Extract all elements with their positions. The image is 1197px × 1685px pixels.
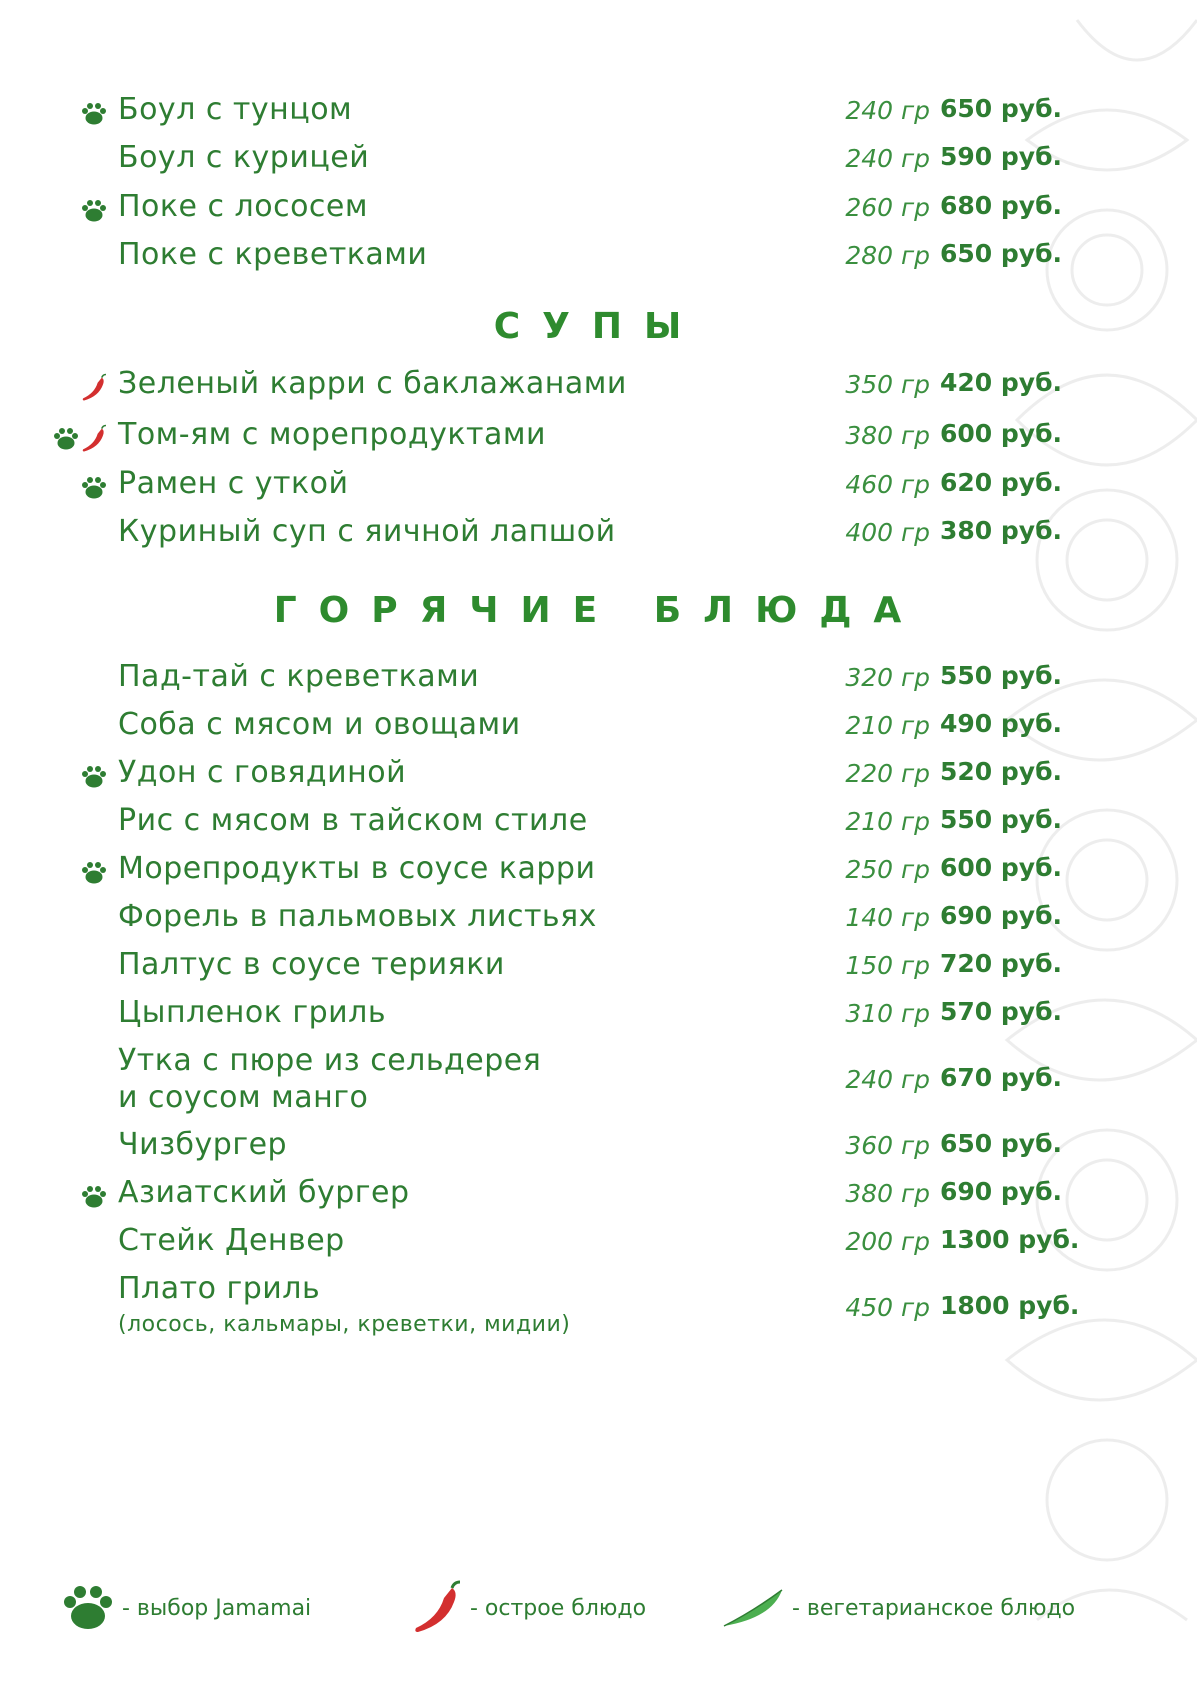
item-price: 590 руб. (940, 142, 1063, 171)
menu-item (0, 237, 1197, 289)
item-weight: 240 гр (845, 144, 930, 173)
paw-icon (53, 427, 79, 455)
paw-icon (62, 1584, 114, 1632)
item-weight: 210 гр (845, 807, 930, 836)
menu-item (0, 995, 1197, 1047)
item-name-text: Плато гриль (118, 1271, 321, 1306)
item-weight: 220 гр (845, 759, 930, 788)
item-name (118, 1127, 287, 1162)
item-price: 620 руб. (940, 468, 1063, 497)
item-name-text: Куриный суп с яичной лапшой (118, 514, 616, 549)
menu-item (0, 851, 1197, 903)
item-name (118, 851, 595, 886)
menu-item (0, 947, 1197, 999)
item-price: 490 руб. (940, 709, 1063, 738)
item-weight: 400 гр (845, 518, 930, 547)
item-price: 520 руб. (940, 757, 1063, 786)
legend-label: - вегетарианское блюдо (792, 1595, 1076, 1621)
item-name-text: Боул с курицей (118, 140, 370, 175)
item-name (118, 237, 427, 272)
menu-item (0, 92, 1197, 144)
item-name-text: Палтус в соусе терияки (118, 947, 505, 982)
item-name-text: Поке с креветками (118, 237, 428, 272)
item-weight: 140 гр (845, 903, 930, 932)
item-weight: 280 гр (845, 241, 930, 270)
item-weight: 250 гр (845, 855, 930, 884)
menu-item (0, 466, 1197, 518)
item-icons (81, 759, 107, 799)
section-heading: СУПЫ (493, 306, 704, 347)
item-price: 550 руб. (940, 661, 1063, 690)
chili-icon (412, 1580, 462, 1636)
item-weight: 380 гр (845, 1179, 930, 1208)
item-name (118, 366, 627, 401)
paw-icon (81, 765, 107, 793)
menu-item (0, 1175, 1197, 1227)
paw-icon (81, 199, 107, 227)
leaf-icon (722, 1588, 784, 1628)
item-name-text: Рис с мясом в тайском стиле (118, 803, 588, 838)
item-weight: 150 гр (845, 951, 930, 980)
item-weight: 320 гр (845, 663, 930, 692)
item-weight: 360 гр (845, 1131, 930, 1160)
item-price: 600 руб. (940, 853, 1063, 882)
menu-item (0, 1271, 1197, 1337)
item-weight: 350 гр (845, 370, 930, 399)
item-name (118, 803, 588, 838)
item-price: 720 руб. (940, 949, 1063, 978)
item-name (118, 466, 348, 501)
item-name-text: Рамен с уткой (118, 466, 349, 501)
paw-icon (81, 1185, 107, 1213)
item-price: 380 руб. (940, 516, 1063, 545)
item-name-text: Удон с говядиной (118, 755, 407, 790)
item-price: 680 руб. (940, 191, 1063, 220)
item-price: 650 руб. (940, 94, 1063, 123)
item-weight: 260 гр (845, 193, 930, 222)
item-weight: 310 гр (845, 999, 930, 1028)
item-icons (81, 193, 107, 233)
section-heading: ГОРЯЧИЕ БЛЮДА (273, 590, 924, 631)
item-name-text: Стейк Денвер (118, 1223, 345, 1258)
item-icons (53, 421, 107, 461)
item-name-text: Соба с мясом и овощами (118, 707, 521, 742)
item-weight: 210 гр (845, 711, 930, 740)
item-name-continuation: и соусом манго (118, 1080, 369, 1115)
menu-item (0, 366, 1197, 418)
item-price: 650 руб. (940, 239, 1063, 268)
item-name (118, 1223, 345, 1258)
item-name (118, 947, 505, 982)
item-name (118, 899, 597, 934)
item-price: 670 руб. (940, 1063, 1063, 1092)
item-weight: 380 гр (845, 421, 930, 450)
item-note: (лосось, кальмары, креветки, мидии) (118, 1312, 571, 1337)
item-weight: 240 гр (845, 96, 930, 125)
item-price: 1300 руб. (940, 1225, 1080, 1254)
item-name-text: Форель в пальмовых листьях (118, 899, 597, 934)
item-name (118, 755, 406, 790)
item-name (118, 189, 368, 224)
menu-item (0, 1043, 1197, 1115)
item-name-text: Цыпленок гриль (118, 995, 387, 1030)
item-price: 690 руб. (940, 1177, 1063, 1206)
menu-item (0, 755, 1197, 807)
legend-label: - острое блюдо (470, 1595, 647, 1621)
menu-item (0, 707, 1197, 759)
menu-item (0, 803, 1197, 855)
menu-item (0, 189, 1197, 241)
item-name (118, 1043, 541, 1115)
item-name (118, 514, 616, 549)
item-price: 570 руб. (940, 997, 1063, 1026)
item-price: 1800 руб. (940, 1291, 1080, 1320)
item-weight: 200 гр (845, 1227, 930, 1256)
item-name-text: Зеленый карри с баклажанами (118, 366, 627, 401)
item-name (118, 707, 521, 742)
item-name (118, 140, 369, 175)
item-name (118, 92, 352, 127)
item-icons (81, 370, 107, 410)
item-weight: 240 гр (845, 1065, 930, 1094)
menu-item (0, 1127, 1197, 1179)
menu-item (0, 659, 1197, 711)
item-price: 420 руб. (940, 368, 1063, 397)
item-name-text: Пад-тай с креветками (118, 659, 480, 694)
menu-item (0, 1223, 1197, 1275)
menu-item (0, 140, 1197, 192)
item-name (118, 995, 386, 1030)
item-name (118, 1271, 570, 1337)
menu-item (0, 417, 1197, 469)
item-name (118, 1175, 410, 1210)
paw-icon (81, 102, 107, 130)
legend-jamamai-choice (62, 1580, 311, 1636)
chili-icon (81, 424, 107, 458)
item-name (118, 659, 479, 694)
item-price: 690 руб. (940, 901, 1063, 930)
menu-item (0, 899, 1197, 951)
item-icons (81, 1179, 107, 1219)
item-icons (81, 470, 107, 510)
item-name-text: Том-ям с морепродуктами (118, 417, 546, 452)
item-price: 550 руб. (940, 805, 1063, 834)
item-icons (81, 96, 107, 136)
menu-item (0, 514, 1197, 566)
legend-spicy (412, 1580, 646, 1636)
item-weight: 450 гр (845, 1293, 930, 1322)
item-name-text: Азиатский бургер (118, 1175, 410, 1210)
item-weight: 460 гр (845, 470, 930, 499)
paw-icon (81, 476, 107, 504)
item-icons (81, 855, 107, 895)
item-name-text: Боул с тунцом (118, 92, 353, 127)
legend-vegetarian (722, 1580, 1075, 1636)
item-name-text: Чизбургер (118, 1127, 288, 1162)
item-name-text: Морепродукты в соусе карри (118, 851, 596, 886)
item-name-text: Утка с пюре из сельдерея (118, 1043, 542, 1078)
item-price: 650 руб. (940, 1129, 1063, 1158)
item-price: 600 руб. (940, 419, 1063, 448)
paw-icon (81, 861, 107, 889)
item-name-text: Поке с лососем (118, 189, 369, 224)
chili-icon (81, 373, 107, 407)
item-name (118, 417, 546, 452)
legend-label: - выбор Jamamai (122, 1595, 312, 1621)
